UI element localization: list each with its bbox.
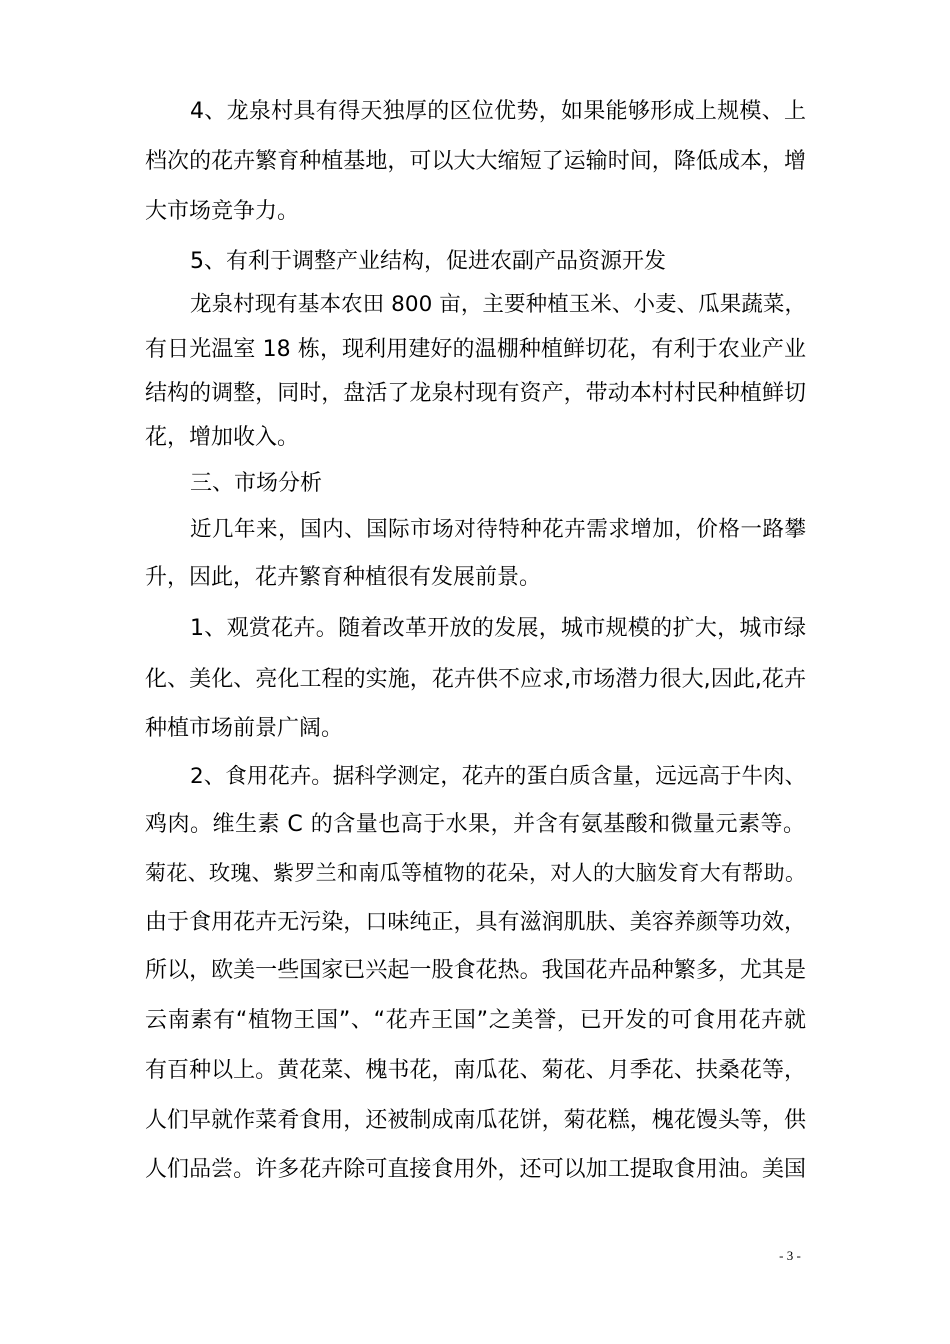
text-line: 鸡肉。维生素 C 的含量也高于水果，并含有氨基酸和微量元素等。 bbox=[145, 812, 806, 837]
text-line: 结构的调整，同时，盘活了龙泉村现有资产，带动本村村民种植鲜切 bbox=[145, 381, 807, 406]
text-line: 三、市场分析 bbox=[190, 471, 323, 496]
page-number: - 3 - bbox=[779, 1248, 801, 1263]
text-line: 有日光温室 18 栋，现利用建好的温棚种植鲜切花，有利于农业产业 bbox=[145, 337, 807, 362]
text-line: 人们早就作菜肴食用，还被制成南瓜花饼，菊花糕，槐花馒头等，供 bbox=[145, 1108, 807, 1133]
text-line: 化、美化、亮化工程的实施，花卉供不应求,市场潜力很大,因此,花卉 bbox=[145, 667, 807, 692]
text-line: 4、龙泉村具有得天独厚的区位优势，如果能够形成上规模、上 bbox=[190, 99, 807, 124]
text-line: 5、有利于调整产业结构，促进农副产品资源开发 bbox=[190, 249, 666, 274]
text-line: 龙泉村现有基本农田 800 亩，主要种植玉米、小麦、瓜果蔬菜， bbox=[190, 292, 807, 317]
text-line: 菊花、玫瑰、紫罗兰和南瓜等植物的花朵，对人的大脑发育大有帮助。 bbox=[145, 861, 807, 885]
text-line: 种植市场前景广阔。 bbox=[145, 716, 344, 741]
text-line: 所以，欧美一些国家已兴起一股食花热。我国花卉品种繁多，尤其是 bbox=[145, 958, 807, 983]
text-line: 1、观赏花卉。随着改革开放的发展，城市规模的扩大，城市绿 bbox=[190, 616, 807, 641]
text-line: 云南素有“植物王国”、“花卉王国”之美誉，已开发的可食用花卉就 bbox=[145, 1008, 807, 1033]
text-line: 花，增加收入。 bbox=[145, 425, 300, 450]
text-line: 由于食用花卉无污染，口味纯正，具有滋润肌肤、美容养颜等功效， bbox=[145, 910, 807, 935]
text-line: 档次的花卉繁育种植基地，可以大大缩短了运输时间，降低成本，增 bbox=[145, 149, 807, 174]
text-line: 近几年来，国内、国际市场对待特种花卉需求增加，价格一路攀 bbox=[190, 517, 807, 542]
text-line: 2、食用花卉。据科学测定，花卉的蛋白质含量，远远高于牛肉、 bbox=[190, 764, 807, 789]
text-line: 升，因此，花卉繁育种植很有发展前景。 bbox=[145, 565, 542, 590]
text-line: 人们品尝。许多花卉除可直接食用外，还可以加工提取食用油。美国 bbox=[145, 1157, 807, 1182]
text-line: 有百种以上。黄花菜、槐书花，南瓜花、菊花、月季花、扶桑花等， bbox=[145, 1058, 807, 1083]
text-line: 大市场竞争力。 bbox=[145, 199, 300, 224]
